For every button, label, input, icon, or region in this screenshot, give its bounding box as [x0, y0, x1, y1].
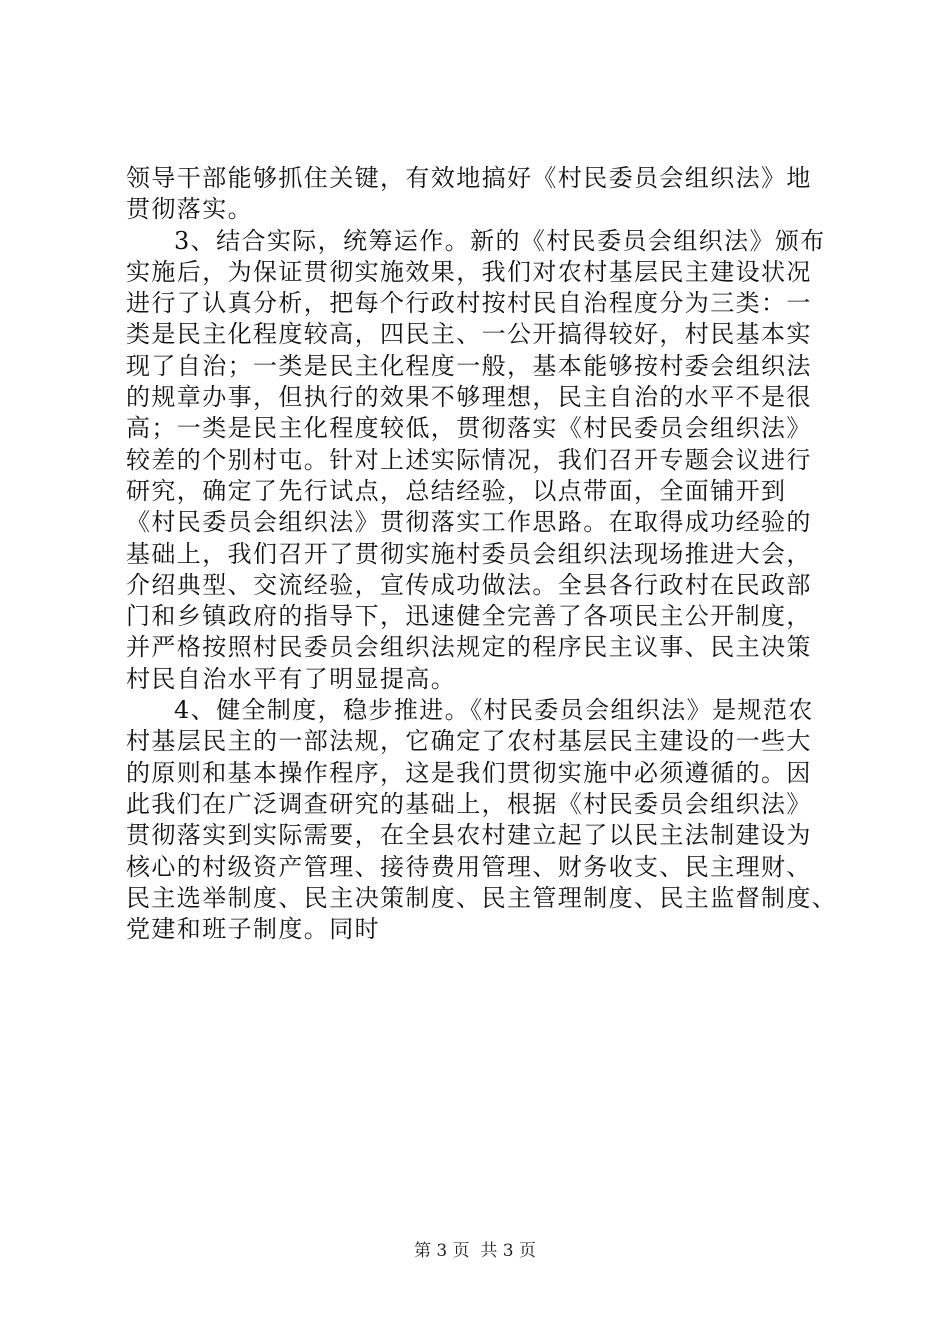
- text-line: 党建和班子制度。同时: [126, 915, 380, 944]
- text-line: 并严格按照村民委员会组织法规定的程序民主议事、民主决策: [126, 633, 812, 662]
- text-line: 基础上，我们召开了贯彻实施村委员会组织法现场推进大会，: [126, 539, 812, 568]
- page-footer: 第 3 页 共 3 页: [413, 1241, 537, 1261]
- text-line: 的原则和基本操作程序，这是我们贯彻实施中必须遵循的。因: [126, 758, 812, 787]
- text-line: 高；一类是民主化程度较低，贯彻落实《村民委员会组织法》: [126, 414, 812, 443]
- text-line: 实施后，为保证贯彻实施效果，我们对农村基层民主建设状况: [126, 257, 812, 286]
- text-line: 类是民主化程度较高，四民主、一公开搞得较好，村民基本实: [126, 320, 812, 349]
- text-line: 现了自治；一类是民主化程度一般，基本能够按村委会组织法: [126, 351, 812, 380]
- text-line: 村民自治水平有了明显提高。: [126, 664, 457, 693]
- text-line: 贯彻落实到实际需要，在全县农村建立起了以民主法制建设为: [126, 821, 812, 850]
- text-line: 的规章办事，但执行的效果不够理想，民主自治的水平不是很: [126, 383, 812, 412]
- text-line: 此我们在广泛调查研究的基础上，根据《村民委员会组织法》: [126, 789, 812, 818]
- text-line: 介绍典型、交流经验，宣传成功做法。全县各行政村在民政部: [126, 570, 812, 599]
- text-line: 民主选举制度、民主决策制度、民主管理制度、民主监督制度、: [126, 883, 838, 912]
- text-line: 4、健全制度，稳步推进。《村民委员会组织法》是规范农: [174, 696, 814, 725]
- text-line: 村基层民主的一部法规，它确定了农村基层民主建设的一些大: [126, 727, 812, 756]
- text-line: 研究，确定了先行试点，总结经验，以点带面，全面铺开到: [126, 476, 787, 505]
- text-line: 进行了认真分析，把每个行政村按村民自治程度分为三类：一: [126, 289, 812, 318]
- text-line: 核心的村级资产管理、接待费用管理、财务收支、民主理财、: [126, 852, 812, 881]
- text-line: 领导干部能够抓住关键，有效地搞好《村民委员会组织法》地: [126, 164, 812, 192]
- text-line: 3、结合实际，统筹运作。新的《村民委员会组织法》颁布: [174, 226, 826, 255]
- text-line: 《村民委员会组织法》贯彻落实工作思路。在取得成功经验的: [126, 508, 812, 537]
- text-line: 贯彻落实。: [126, 195, 253, 224]
- text-line: 门和乡镇政府的指导下，迅速健全完善了各项民主公开制度，: [126, 602, 812, 631]
- text-line: 较差的个别村屯。针对上述实际情况，我们召开专题会议进行: [126, 445, 812, 474]
- body-text: [126, 163, 846, 945]
